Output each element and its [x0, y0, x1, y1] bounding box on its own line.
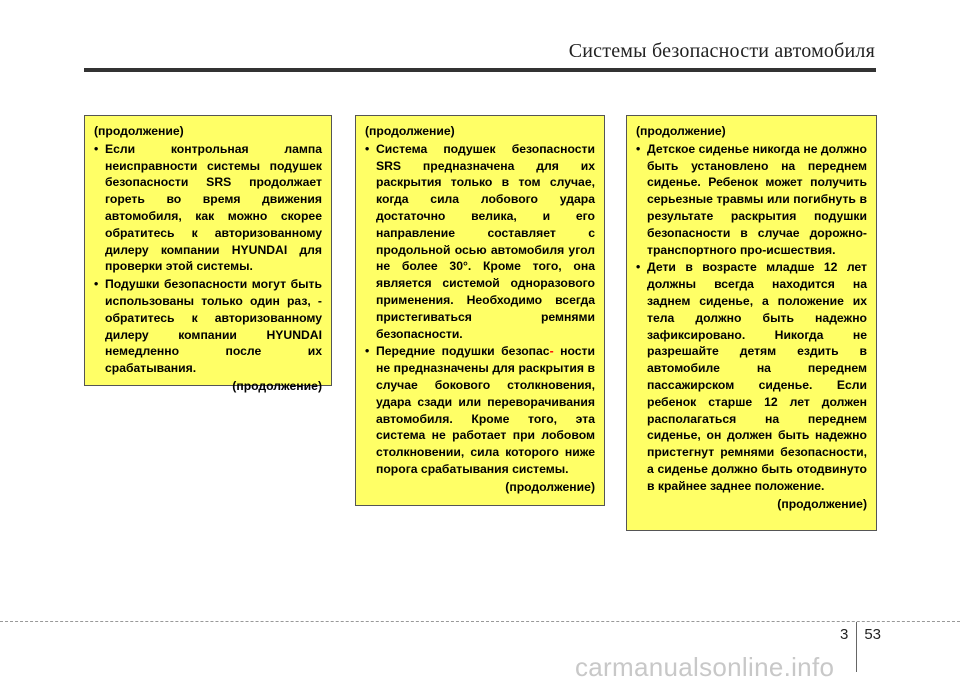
bullet-list [365, 141, 595, 478]
list-item: • Если контрольная лампа неисправности системы подушек безопасности SRS продолжает гореть во время движения автомобиля, как можно скорее обратитесь к авторизованному дилеру компании HYUNDAI для проверки этой системы. [94, 141, 322, 275]
box-continued-label: (продолжение) [505, 479, 595, 494]
list-item: • Детское сиденье никогда не должно быть установлено на переднем сиденье. Ребенок может получить серьезные травмы или погибнуть в результате раскрытия подушки безопасности в случае дорожно-транспортного про-исшествия. [636, 141, 867, 259]
bullet-list [94, 141, 322, 377]
list-item: • Подушки безопасности могут быть использованы только один раз, - обратитесь к авторизованному дилеру компании HYUNDAI немедленно после их срабатывания. [94, 276, 322, 377]
box-continued-label: (продолжение) [232, 378, 322, 393]
box-heading: (продолжение) [365, 124, 455, 138]
chapter-number: 3 [840, 626, 849, 643]
list-item: • Дети в возрасте младше 12 лет должны всегда находится на заднем сиденье, а положение их тела должно быть надежно зафиксировано. Никогда не разрешайте детям ездить в автомобиле на переднем пассажирском сиденье. Если ребенок старше 12 лет должен располагаться на переднем сиденье, он должен быть надежно пристегнут ремнями безопасности, а сиденье должно быть отодвинуто в крайнее заднее положение. [636, 259, 867, 494]
box-continued-label: (продолжение) [777, 496, 867, 511]
list-item-text-start: Передние подушки безопас [376, 344, 550, 359]
warning-box-3 [626, 115, 877, 531]
page-number-divider [856, 622, 857, 672]
list-item: • Система подушек безопасности SRS предназначена для их раскрытия только в том случае, когда сила лобового удара достаточно велика, и его направление составляет с продольной осью автомобиля угол не более 30°. Кроме того, она является системой одноразового применения. Необходимо всегда пристегиваться ремнями безопасности. [365, 141, 595, 343]
bullet-list [636, 141, 867, 495]
red-hyphen: - [549, 344, 554, 359]
header-rule [84, 68, 876, 72]
section-title: Системы безопасности автомобиля [568, 40, 875, 62]
footer-rule [0, 621, 960, 622]
warning-box-1 [84, 115, 332, 393]
box-heading: (продолжение) [636, 124, 726, 138]
list-item-text-end: ности не предназначены для раскрытия в случае бокового столкновения, удара сзади или переворачивания автомобиля. Кроме того, эта система не работает при лобовом столкновении, сила которого ниже порога срабатывания системы. [376, 344, 595, 476]
page-number [840, 626, 881, 672]
box-heading: (продолжение) [94, 124, 184, 138]
list-item [365, 343, 595, 477]
page-number-value: 53 [864, 626, 882, 643]
warning-box-2 [355, 115, 605, 506]
watermark: carmanualsonline.info [575, 652, 835, 682]
